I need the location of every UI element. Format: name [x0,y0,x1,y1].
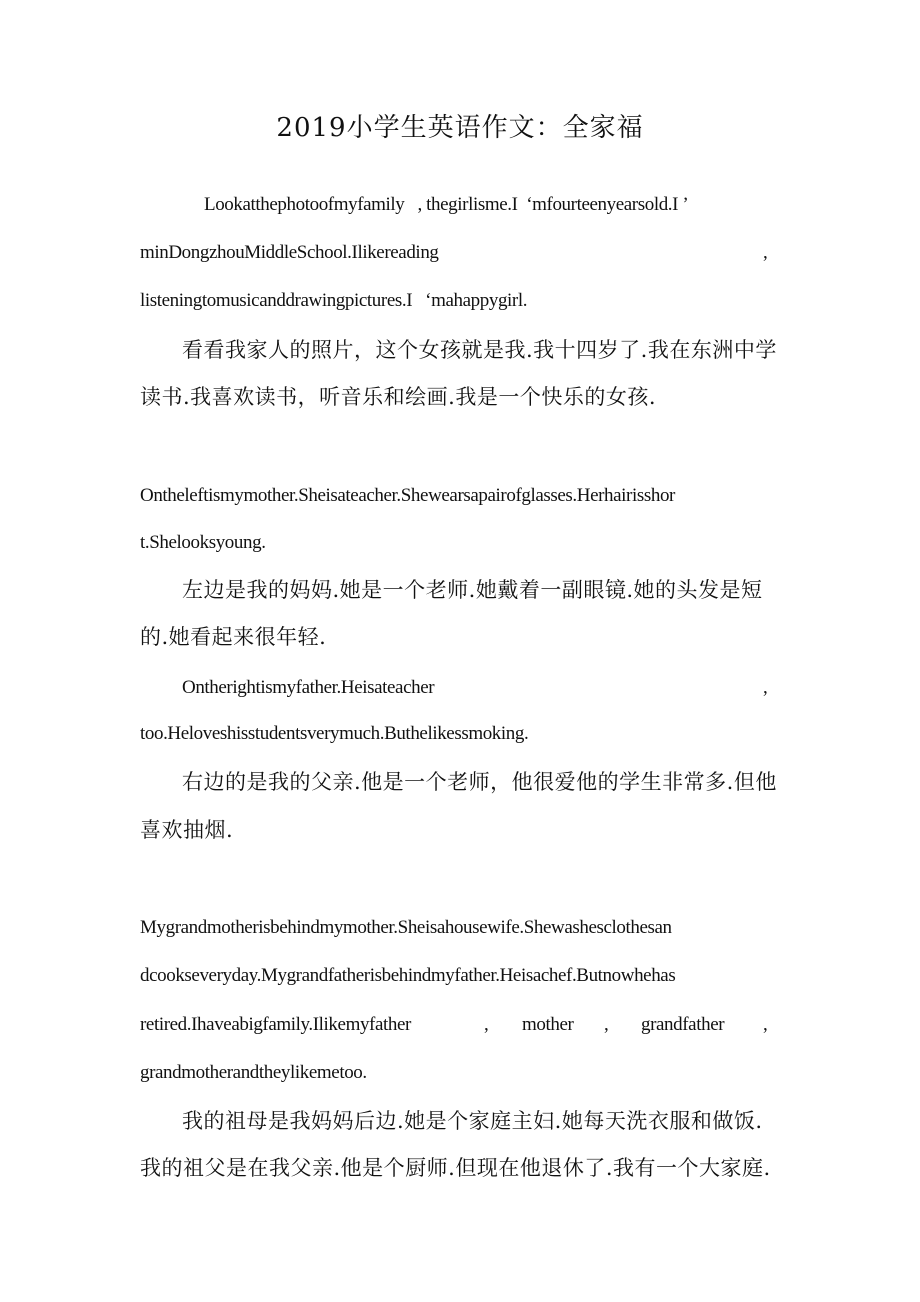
paragraph-4-line-1: Mygrandmotherisbehindmymother.Sheisahousewife.Shewashesclothesan [140,917,672,938]
paragraph-4-line-4: grandmotherandtheylikemetoo. [140,1062,367,1083]
paragraph-4-line-3-comma-1: , [484,1014,489,1035]
paragraph-1-zh-line-2: 读书.我喜欢读书，听音乐和绘画.我是一个快乐的女孩. [140,385,657,409]
paragraph-4-line-3-part-b: mother [522,1014,574,1035]
paragraph-4-line-3-part-a: retired.Ihaveabigfamily.Ilikemyfather [140,1014,411,1035]
paragraph-4-line-3-part-c: grandfather [641,1014,725,1035]
paragraph-1-line-1: Lookatthephotoofmyfamily , thegirlisme.I ‘mfourteenyearsold.I ’ [204,194,689,215]
paragraph-3-zh-line-2: 喜欢抽烟. [140,818,234,842]
paragraph-1-line-2: minDongzhouMiddleSchool.Ilikereading [140,242,439,263]
paragraph-1-line-3: listeningtomusicanddrawingpictures.I ‘mahappygirl. [140,290,528,311]
paragraph-1-line-2-comma: , [763,242,768,263]
paragraph-4-zh-line-1: 我的祖母是我妈妈后边.她是个家庭主妇.她每天洗衣服和做饭. [182,1109,763,1133]
paragraph-3-line-1-comma: , [763,677,768,698]
paragraph-2-zh-line-1: 左边是我的妈妈.她是一个老师.她戴着一副眼镜.她的头发是短 [182,578,763,602]
paragraph-3-zh-line-1: 右边的是我的父亲.他是一个老师，他很爱他的学生非常多.但他 [182,770,777,794]
paragraph-1-zh-line-1: 看看我家人的照片，这个女孩就是我.我十四岁了.我在东洲中学 [182,338,777,362]
paragraph-4-line-3-comma-3: , [763,1014,768,1035]
paragraph-2-line-1: Ontheleftismymother.Sheisateacher.Shewearsapairofglasses.Herhairisshor [140,485,675,506]
paragraph-2-zh-line-2: 的.她看起来很年轻. [140,625,327,649]
paragraph-4-line-2: dcookseveryday.Mygrandfatherisbehindmyfather.Heisachef.Butnowhehas [140,965,676,986]
paragraph-3-line-1: Ontherightismyfather.Heisateacher [182,677,435,698]
paragraph-4-line-3-comma-2: , [604,1014,609,1035]
paragraph-4-zh-line-2: 我的祖父是在我父亲.他是个厨师.但现在他退休了.我有一个大家庭. [140,1156,771,1180]
document-title: 2019小学生英语作文：全家福 [276,113,644,143]
paragraph-2-line-2: t.Shelooksyoung. [140,532,266,553]
paragraph-3-line-2: too.Heloveshisstudentsverymuch.Buthelikessmoking. [140,723,529,744]
